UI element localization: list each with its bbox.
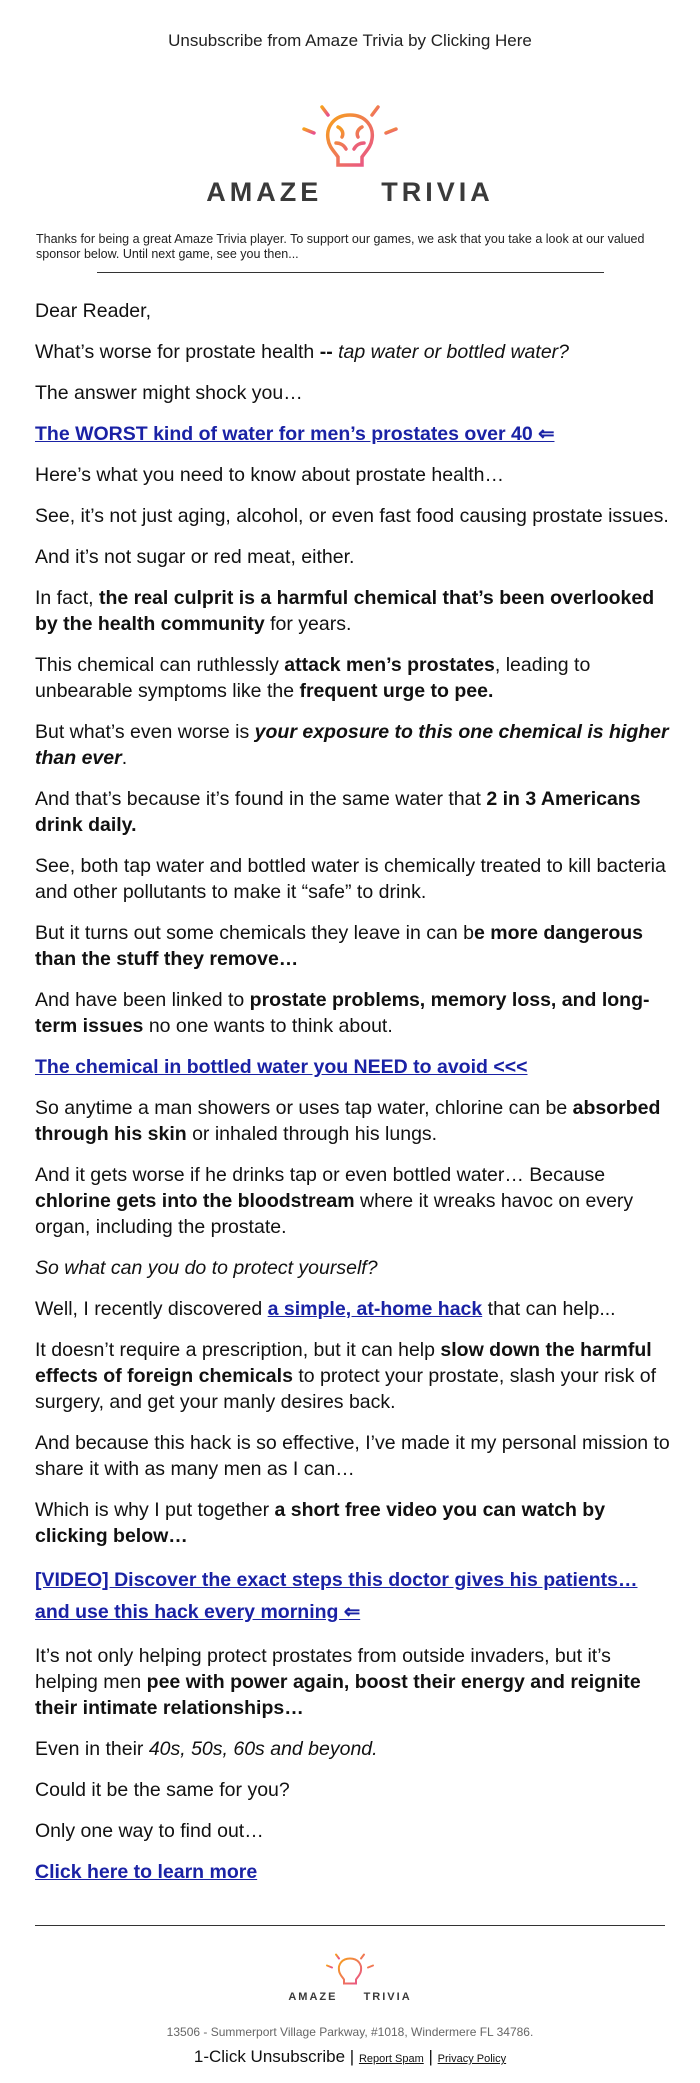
- lightbulb-brain-icon: [320, 1947, 380, 1995]
- footer-links: [0, 2047, 700, 2067]
- paragraph: And it’s not sugar or red meat, either.: [35, 546, 355, 568]
- paragraph: It’s not only helping protect prostates from outside invaders, but it’s helping men pee with power again, boost their energy and reignite their intimate relationships…: [35, 1645, 641, 1719]
- paragraph: [35, 1054, 670, 1080]
- logo-word-amaze: AMAZE: [288, 1991, 338, 2003]
- paragraph: But what’s even worse is your exposure to this one chemical is higher than ever.: [35, 721, 669, 769]
- logo-word-amaze: AMAZE: [206, 177, 323, 207]
- paragraph: [35, 421, 670, 447]
- footer-logo-wordmark: [0, 1991, 700, 2003]
- paragraph: Only one way to find out…: [35, 1820, 264, 1842]
- footer-divider: [35, 1925, 665, 1926]
- cta-link-hack[interactable]: a simple, at-home hack: [267, 1298, 483, 1320]
- amaze-trivia-logo: [0, 95, 700, 208]
- separator: |: [428, 2047, 433, 2066]
- paragraph: This chemical can ruthlessly attack men’s prostates, leading to unbearable symptoms like the frequent urge to pee.: [35, 654, 591, 702]
- paragraph: So what can you do to protect yourself?: [35, 1257, 378, 1279]
- logo-word-trivia: TRIVIA: [363, 1991, 412, 2003]
- cta-link-worst-water[interactable]: The WORST kind of water for men’s prostates over 40 ⇐: [35, 423, 555, 445]
- paragraph: See, both tap water and bottled water is chemically treated to kill bacteria and other pollutants to make it “safe” to drink.: [35, 855, 666, 903]
- sponsor-notice: Thanks for being a great Amaze Trivia player. To support our games, we ask that you take a look at our valued sponsor below. Until next game, see you then...: [36, 232, 645, 261]
- one-click-unsubscribe-link[interactable]: 1-Click Unsubscribe: [193, 2047, 346, 2066]
- paragraph: Well, I recently discovered a simple, at-home hack that can help...: [35, 1298, 616, 1320]
- report-spam-link[interactable]: Report Spam: [358, 2053, 424, 2065]
- paragraph: But it turns out some chemicals they leave in can be more dangerous than the stuff they remove…: [35, 922, 644, 970]
- paragraph: Here’s what you need to know about prostate health…: [35, 464, 505, 486]
- paragraph: In fact, the real culprit is a harmful chemical that’s been overlooked by the health community for years.: [35, 587, 655, 635]
- cta-link-chemical[interactable]: The chemical in bottled water you NEED to avoid <<<: [35, 1056, 528, 1078]
- footer-address: 13506 - Summerport Village Parkway, #1018, Windermere FL 34786.: [166, 2025, 534, 2039]
- paragraph: [35, 1859, 670, 1885]
- separator: |: [349, 2047, 355, 2066]
- paragraph: And have been linked to prostate problems, memory loss, and long-term issues no one wants to think about.: [35, 989, 650, 1037]
- paragraph: So anytime a man showers or uses tap water, chlorine can be absorbed through his skin or inhaled through his lungs.: [35, 1097, 661, 1145]
- logo-wordmark: [0, 177, 700, 208]
- unsubscribe-top-link[interactable]: Unsubscribe from Amaze Trivia by Clicking Here: [168, 31, 532, 50]
- lightbulb-brain-icon: [290, 95, 410, 185]
- footer-logo: [0, 1947, 700, 2003]
- paragraph: And that’s because it’s found in the same water that 2 in 3 Americans drink daily.: [35, 788, 641, 836]
- paragraph: What’s worse for prostate health -- tap water or bottled water?: [35, 341, 569, 363]
- email-body: [35, 298, 670, 1900]
- paragraph: It doesn’t require a prescription, but it can help slow down the harmful effects of foreign chemicals to protect your prostate, slash your risk of surgery, and get your manly desires back.: [35, 1339, 656, 1413]
- greeting: Dear Reader,: [35, 300, 151, 322]
- paragraph: See, it’s not just aging, alcohol, or even fast food causing prostate issues.: [35, 505, 669, 527]
- paragraph: Even in their 40s, 50s, 60s and beyond.: [35, 1738, 378, 1760]
- paragraph: [35, 1564, 670, 1628]
- cta-link-learn-more[interactable]: Click here to learn more: [35, 1861, 258, 1883]
- logo-word-trivia: TRIVIA: [381, 177, 494, 207]
- paragraph: And it gets worse if he drinks tap or even bottled water… Because chlorine gets into the bloodstream where it wreaks havoc on every organ, including the prostate.: [35, 1164, 634, 1238]
- header-divider: [97, 272, 604, 273]
- cta-link-video[interactable]: [VIDEO] Discover the exact steps this doctor gives his patients… and use this hack every morning ⇐: [35, 1569, 638, 1623]
- paragraph: And because this hack is so effective, I’ve made it my personal mission to share it with as many men as I can…: [35, 1432, 670, 1480]
- paragraph: The answer might shock you…: [35, 382, 303, 404]
- paragraph: Could it be the same for you?: [35, 1779, 290, 1801]
- privacy-policy-link[interactable]: Privacy Policy: [437, 2053, 507, 2065]
- paragraph: Which is why I put together a short free video you can watch by clicking below…: [35, 1499, 606, 1547]
